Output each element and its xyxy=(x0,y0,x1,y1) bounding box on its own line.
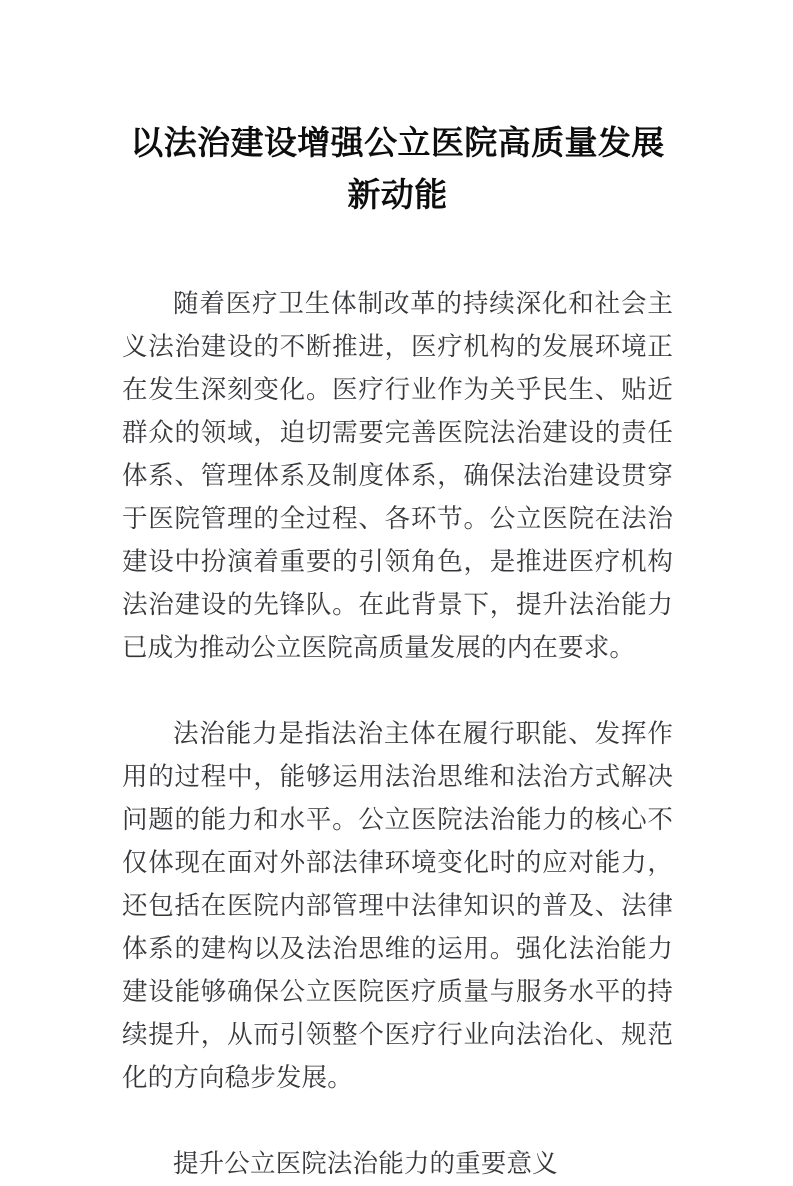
page-title: 以法治建设增强公立医院高质量发展新动能 xyxy=(130,123,665,214)
body-paragraph-2: 法治能力是指法治主体在履行职能、发挥作用的过程中，能够运用法治思维和法治方式解决问题的能力和水平。公立医院法治能力的核心不仅体现在面对外部法律环境变化时的应对能力，还包括在医院内部管理中法律知识的普及、法律体系的建构以及法治思维的运用。强化法治能力建设能够确保公立医院医疗质量与服务水平的持续提升，从而引领整个医疗行业向法治化、规范化的方向稳步发展。 xyxy=(122,719,673,1093)
document-body xyxy=(122,283,673,1186)
body-paragraph-1: 随着医疗卫生体制改革的持续深化和社会主义法治建设的不断推进，医疗机构的发展环境正在发生深刻变化。医疗行业作为关乎民生、贴近群众的领域，迫切需要完善医院法治建设的责任体系、管理体系及制度体系，确保法治建设贯穿于医院管理的全过程、各环节。公立医院在法治建设中扮演着重要的引领角色，是推进医疗机构法治建设的先锋队。在此背景下，提升法治能力已成为推动公立医院高质量发展的内在要求。 xyxy=(122,289,673,663)
section-heading-line: 提升公立医院法治能力的重要意义 xyxy=(173,1149,558,1179)
